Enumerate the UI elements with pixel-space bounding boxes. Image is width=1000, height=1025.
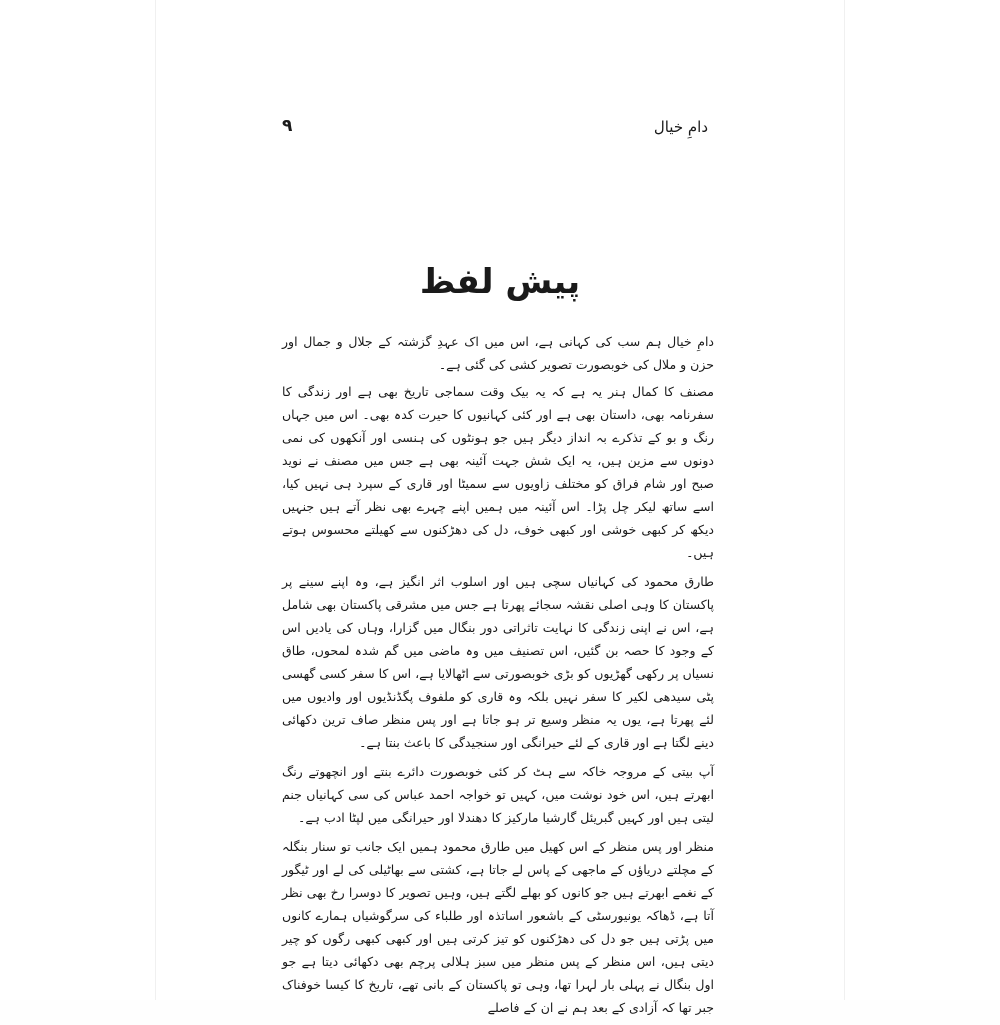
- chapter-title: پیش لفظ: [419, 262, 581, 302]
- paragraph-3: طارق محمود کی کہانیاں سچی ہیں اور اسلوب اثر انگیز ہے، وہ اپنے سینے پر پاکستان کا وہی اصلی نقشہ سجائے پھرتا ہے جس میں مشرقی پاکستان بھی شامل ہے، اس نے اپنی زندگی کا نہایت تاثراتی دور بنگال میں گزارا، وہاں کی یادیں اس کے وجود کا حصہ بن گئیں، اس تصنیف میں وہ ماضی میں گم شدہ لمحوں، طاق نسیاں پر رکھی گھڑیوں کو بڑی خوبصورتی سے اٹھالایا ہے، اس کا سفر کسی گھسی پٹی سیدھی لکیر کا سفر نہیں بلکہ وہ قاری کو ملفوف پگڈنڈیوں اور وادیوں میں لئے پھرتا ہے، یوں یہ منظر وسیع تر ہو جاتا ہے اور پس منظر صاف ترین دکھائی دینے لگتا ہے اور قاری کے لئے حیرانگی اور سنجیدگی کا باعث بنتا ہے۔: [282, 574, 714, 750]
- page-edge-left: [155, 0, 156, 1000]
- paragraph-5: منظر اور پس منظر کے اس کھیل میں طارق محمود ہمیں ایک جانب تو سنار بنگلہ کے مچلتے دریاؤں کے ماجھی کے پاس لے جاتا ہے، کشتی سے بھاٹیلی کی لے اور ٹیگور کے نغمے ابھرتے ہیں جو کانوں کو بھلے لگتے ہیں، وہیں تصویر کا دوسرا رخ بھی نظر آتا ہے، ڈھاکہ یونیورسٹی کے باشعور اساتذہ اور طلباء کی سرگوشیاں ہمارے کانوں میں پڑتی ہیں جو دل کی دھڑکنوں کو تیز کرتی ہیں اور کبھی کبھی رگوں کو چیر دیتی ہیں، اس منظر کے پس منظر میں سبز ہلالی پرچم بھی دکھائی دیتا ہے جو اول بنگال نے پہلی بار لہرا تھا، وہی تو پاکستان کے بانی تھے، تاریخ کا کیسا خوفناک جبر تھا کہ آزادی کے بعد ہم نے ان کے فاصلے: [282, 839, 714, 1015]
- running-header-title: دامِ خیال: [653, 118, 708, 136]
- page-number: ۹: [282, 116, 293, 136]
- body-text: [282, 330, 714, 1025]
- paragraph-4: آپ بیتی کے مروجہ خاکہ سے ہٹ کر کئی خوبصورت دائرے بنتے اور انچھوتے رنگ ابھرتے ہیں، اس خود نوشت میں، کہیں تو خواجہ احمد عباس کی سی کہانیاں جنم لیتی ہیں اور کہیں گبریئل گارشیا مارکیز کا دھندلا اور حیرانگی میں لپٹا ادب ہے۔: [282, 764, 714, 825]
- paragraph-1: دامِ خیال ہم سب کی کہانی ہے، اس میں اک عہدِ گزشتہ کے جلال و جمال اور حزن و ملال کی خوبصورت تصویر کشی کی گئی ہے۔: [282, 334, 714, 372]
- page-edge-right: [844, 0, 845, 1000]
- paragraph-2: مصنف کا کمال ہنر یہ ہے کہ یہ بیک وقت سماجی تاریخ بھی ہے اور زندگی کا سفرنامہ بھی، داستان بھی ہے اور کئی کہانیوں کا حیرت کدہ بھی۔ اس میں جہاں رنگ و بو کے تذکرے بہ انداز دیگر ہیں جو ہونٹوں کی ہنسی اور آنکھوں کی نمی دونوں سے مزین ہیں، یہ ایک شش جہت آئینہ بھی ہے جس میں مصنف نے نوید صبح اور شام فراق کو مختلف زاویوں سے سمیٹا اور قاری کے سپرد ہی نہیں کیا، اسے ساتھ لیکر چل پڑا۔ اس آئینہ میں ہمیں اپنے چہرے بھی نظر آتے ہیں جنہیں دیکھ کر کبھی خوشی اور کبھی خوف، دل کی دھڑکنوں سے کھیلتے محسوس ہوتے ہیں۔: [282, 384, 714, 560]
